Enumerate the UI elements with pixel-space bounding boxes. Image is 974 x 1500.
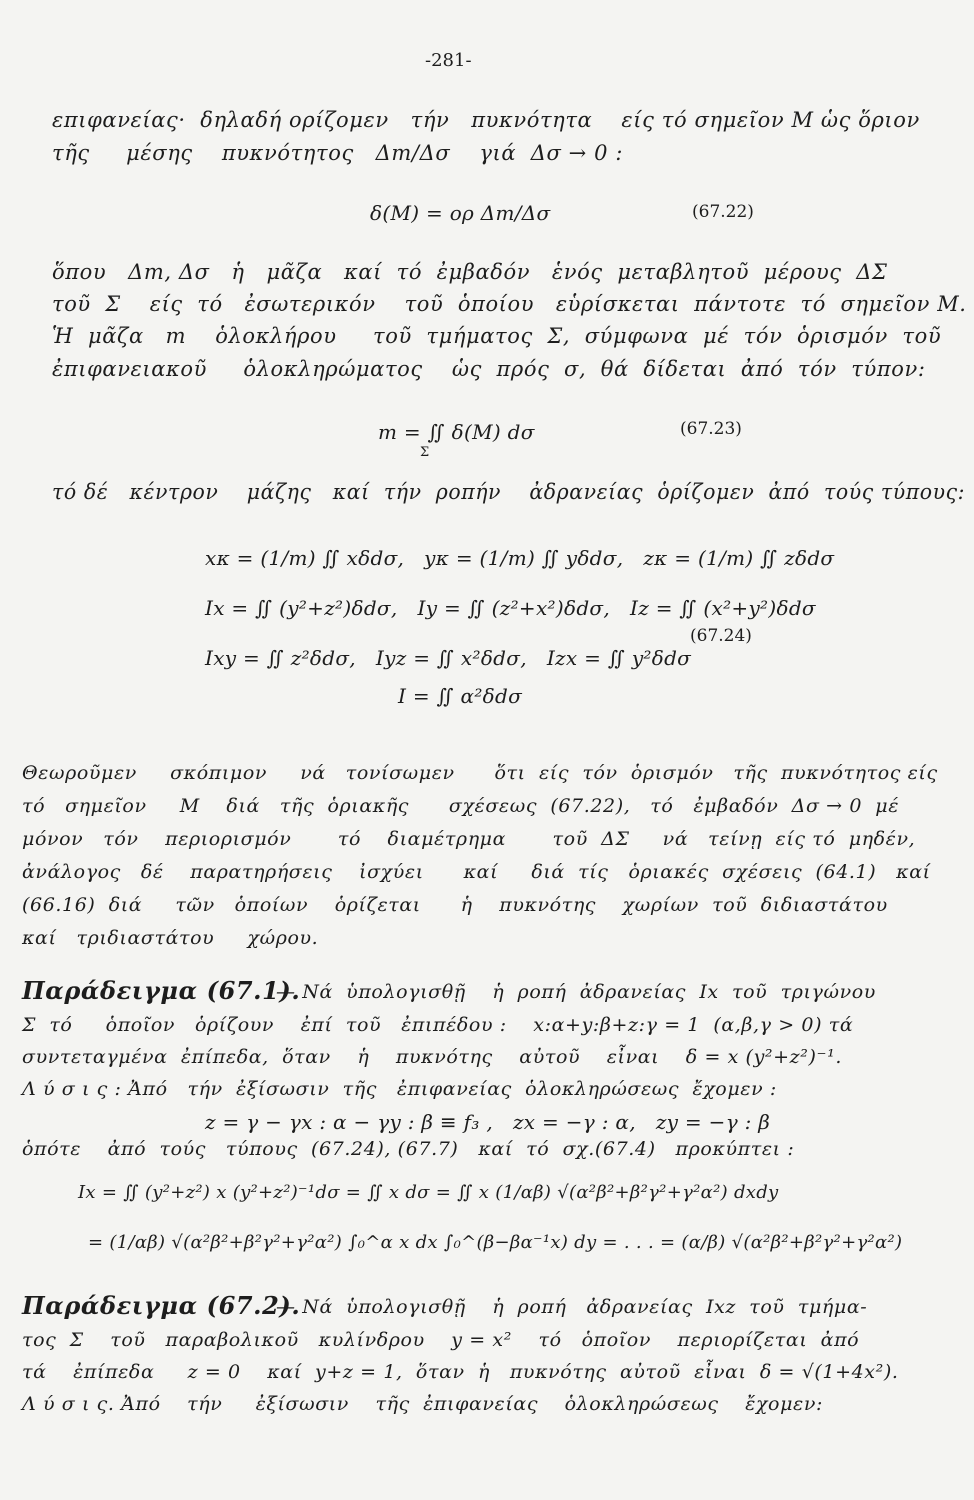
text-line: (66.16) διά τῶν ὁποίων ὁρίζεται ἡ πυκνότης χωρίων τοῦ διδιαστάτου [22,894,888,916]
text-line: Ἡ μᾶζα m ὁλοκλήρου τοῦ τμήματος Σ, σύμφωνα μέ τόν ὁρισμόν τοῦ [52,324,942,348]
equation: m = ∬ δ(M) dσ [378,420,535,444]
example-heading: Παράδειγμα (67.1). [22,976,301,1005]
page-number: -281- [425,50,472,71]
equation-number: (67.23) [680,419,742,439]
text-line: Θεωροῦμεν σκόπιμον νά τονίσωμεν ὅτι είς τόν ὁρισμόν τῆς πυκνότητος είς [22,762,938,784]
text-line: τοῦ Σ είς τό ἐσωτερικόν τοῦ ὁποίου εὑρίσκεται πάντοτε τό σημεῖον Μ. [52,292,967,316]
text-line: ὁπότε ἀπό τούς τύπους (67.24), (67.7) καί τό σχ.(67.4) προκύπτει : [22,1138,795,1160]
text-line: — Νά ὑπολογισθῇ ἡ ροπή ἀδρανείας Ixz τοῦ τμήμα- [276,1296,868,1318]
equation: δ(M) = ορ Δm/Δσ [370,201,551,225]
text-line: συντεταγμένα ἐπίπεδα, ὅταν ἡ πυκνότης αὐτοῦ εἶναι δ = x (y²+z²)⁻¹. [22,1046,842,1068]
equation: Ix = ∬ (y²+z²)δdσ, Iy = ∬ (z²+x²)δdσ, Iz = ∬ (x²+y²)δdσ [205,596,816,620]
text-line: τῆς μέσης πυκνότητος Δm/Δσ γιά Δσ → 0 : [52,141,624,165]
equation: Ix = ∬ (y²+z²) x (y²+z²)⁻¹dσ = ∬ x dσ = ∬ x (1/αβ) √(α²β²+β²γ²+γ²α²) dxdy [78,1182,779,1203]
text-line: ἐπιφανειακοῦ ὁλοκληρώματος ὡς πρός σ, θά δίδεται ἀπό τόν τύπον: [52,357,926,381]
text-line: τά ἐπίπεδα z = 0 καί y+z = 1, ὅταν ἡ πυκνότης αὐτοῦ εἶναι δ = √(1+4x²). [22,1361,899,1383]
equation: z = γ − γx : α − γy : β ≡ f₃ , zx = −γ : α, zy = −γ : β [205,1110,771,1134]
equation-subscript: Σ [420,445,430,460]
equation: Ixy = ∬ z²δdσ, Iyz = ∬ x²δdσ, Izx = ∬ y²δdσ [205,646,692,670]
text-line: μόνον τόν περιορισμόν τό διαμέτρημα τοῦ ΔΣ νά τείνῃ είς τό μηδέν, [22,828,916,850]
text-line: ἀνάλογος δέ παρατηρήσεις ἰσχύει καί διά τίς ὁριακές σχέσεις (64.1) καί [22,861,931,883]
equation: = (1/αβ) √(α²β²+β²γ²+γ²α²) ∫₀^α x dx ∫₀^(β−βα⁻¹x) dy = . . . = (α/β) √(α²β²+β²γ²+γ²α²) [88,1232,903,1253]
text-line: — Νά ὑπολογισθῇ ἡ ροπή ἀδρανείας Ix τοῦ τριγώνου [276,981,876,1003]
equation: xκ = (1/m) ∬ xδdσ, yκ = (1/m) ∬ yδdσ, zκ = (1/m) ∬ zδdσ [205,546,835,570]
text-line: Λ ύ σ ι ς. Ἀπό τήν ἐξίσωσιν τῆς ἐπιφανείας ὁλοκληρώσεως ἔχομεν: [22,1393,823,1415]
equation-number: (67.22) [692,202,754,222]
example-heading: Παράδειγμα (67.2). [22,1291,301,1320]
text-line: τό δέ κέντρον μάζης καί τήν ροπήν ἀδρανείας ὁρίζομεν ἀπό τούς τύπους: [52,480,966,504]
text-line: ὅπου Δm, Δσ ἡ μᾶζα καί τό ἐμβαδόν ἑνός μεταβλητοῦ μέρους ΔΣ [52,260,888,284]
text-line: τος Σ τοῦ παραβολικοῦ κυλίνδρου y = x² τό ὁποῖον περιορίζεται ἀπό [22,1329,860,1351]
text-line: καί τριδιαστάτου χώρου. [22,927,319,949]
text-line: τό σημεῖον Μ διά τῆς ὁριακῆς σχέσεως (67.22), τό ἐμβαδόν Δσ → 0 μέ [22,795,900,817]
equation: I = ∬ α²δdσ [398,684,523,708]
text-line: Σ τό ὁποῖον ὁρίζουν ἐπί τοῦ ἐπιπέδου : x:α+y:β+z:γ = 1 (α,β,γ > 0) τά [22,1014,854,1036]
text-line: επιφανείας· δηλαδή ορίζομεν τήν πυκνότητα είς τό σημεῖον Μ ὡς ὅριον [52,108,920,132]
text-line: Λ ύ σ ι ς : Ἀπό τήν ἐξίσωσιν τῆς ἐπιφανείας ὁλοκληρώσεως ἔχομεν : [22,1078,777,1100]
equation-number: (67.24) [690,626,752,646]
